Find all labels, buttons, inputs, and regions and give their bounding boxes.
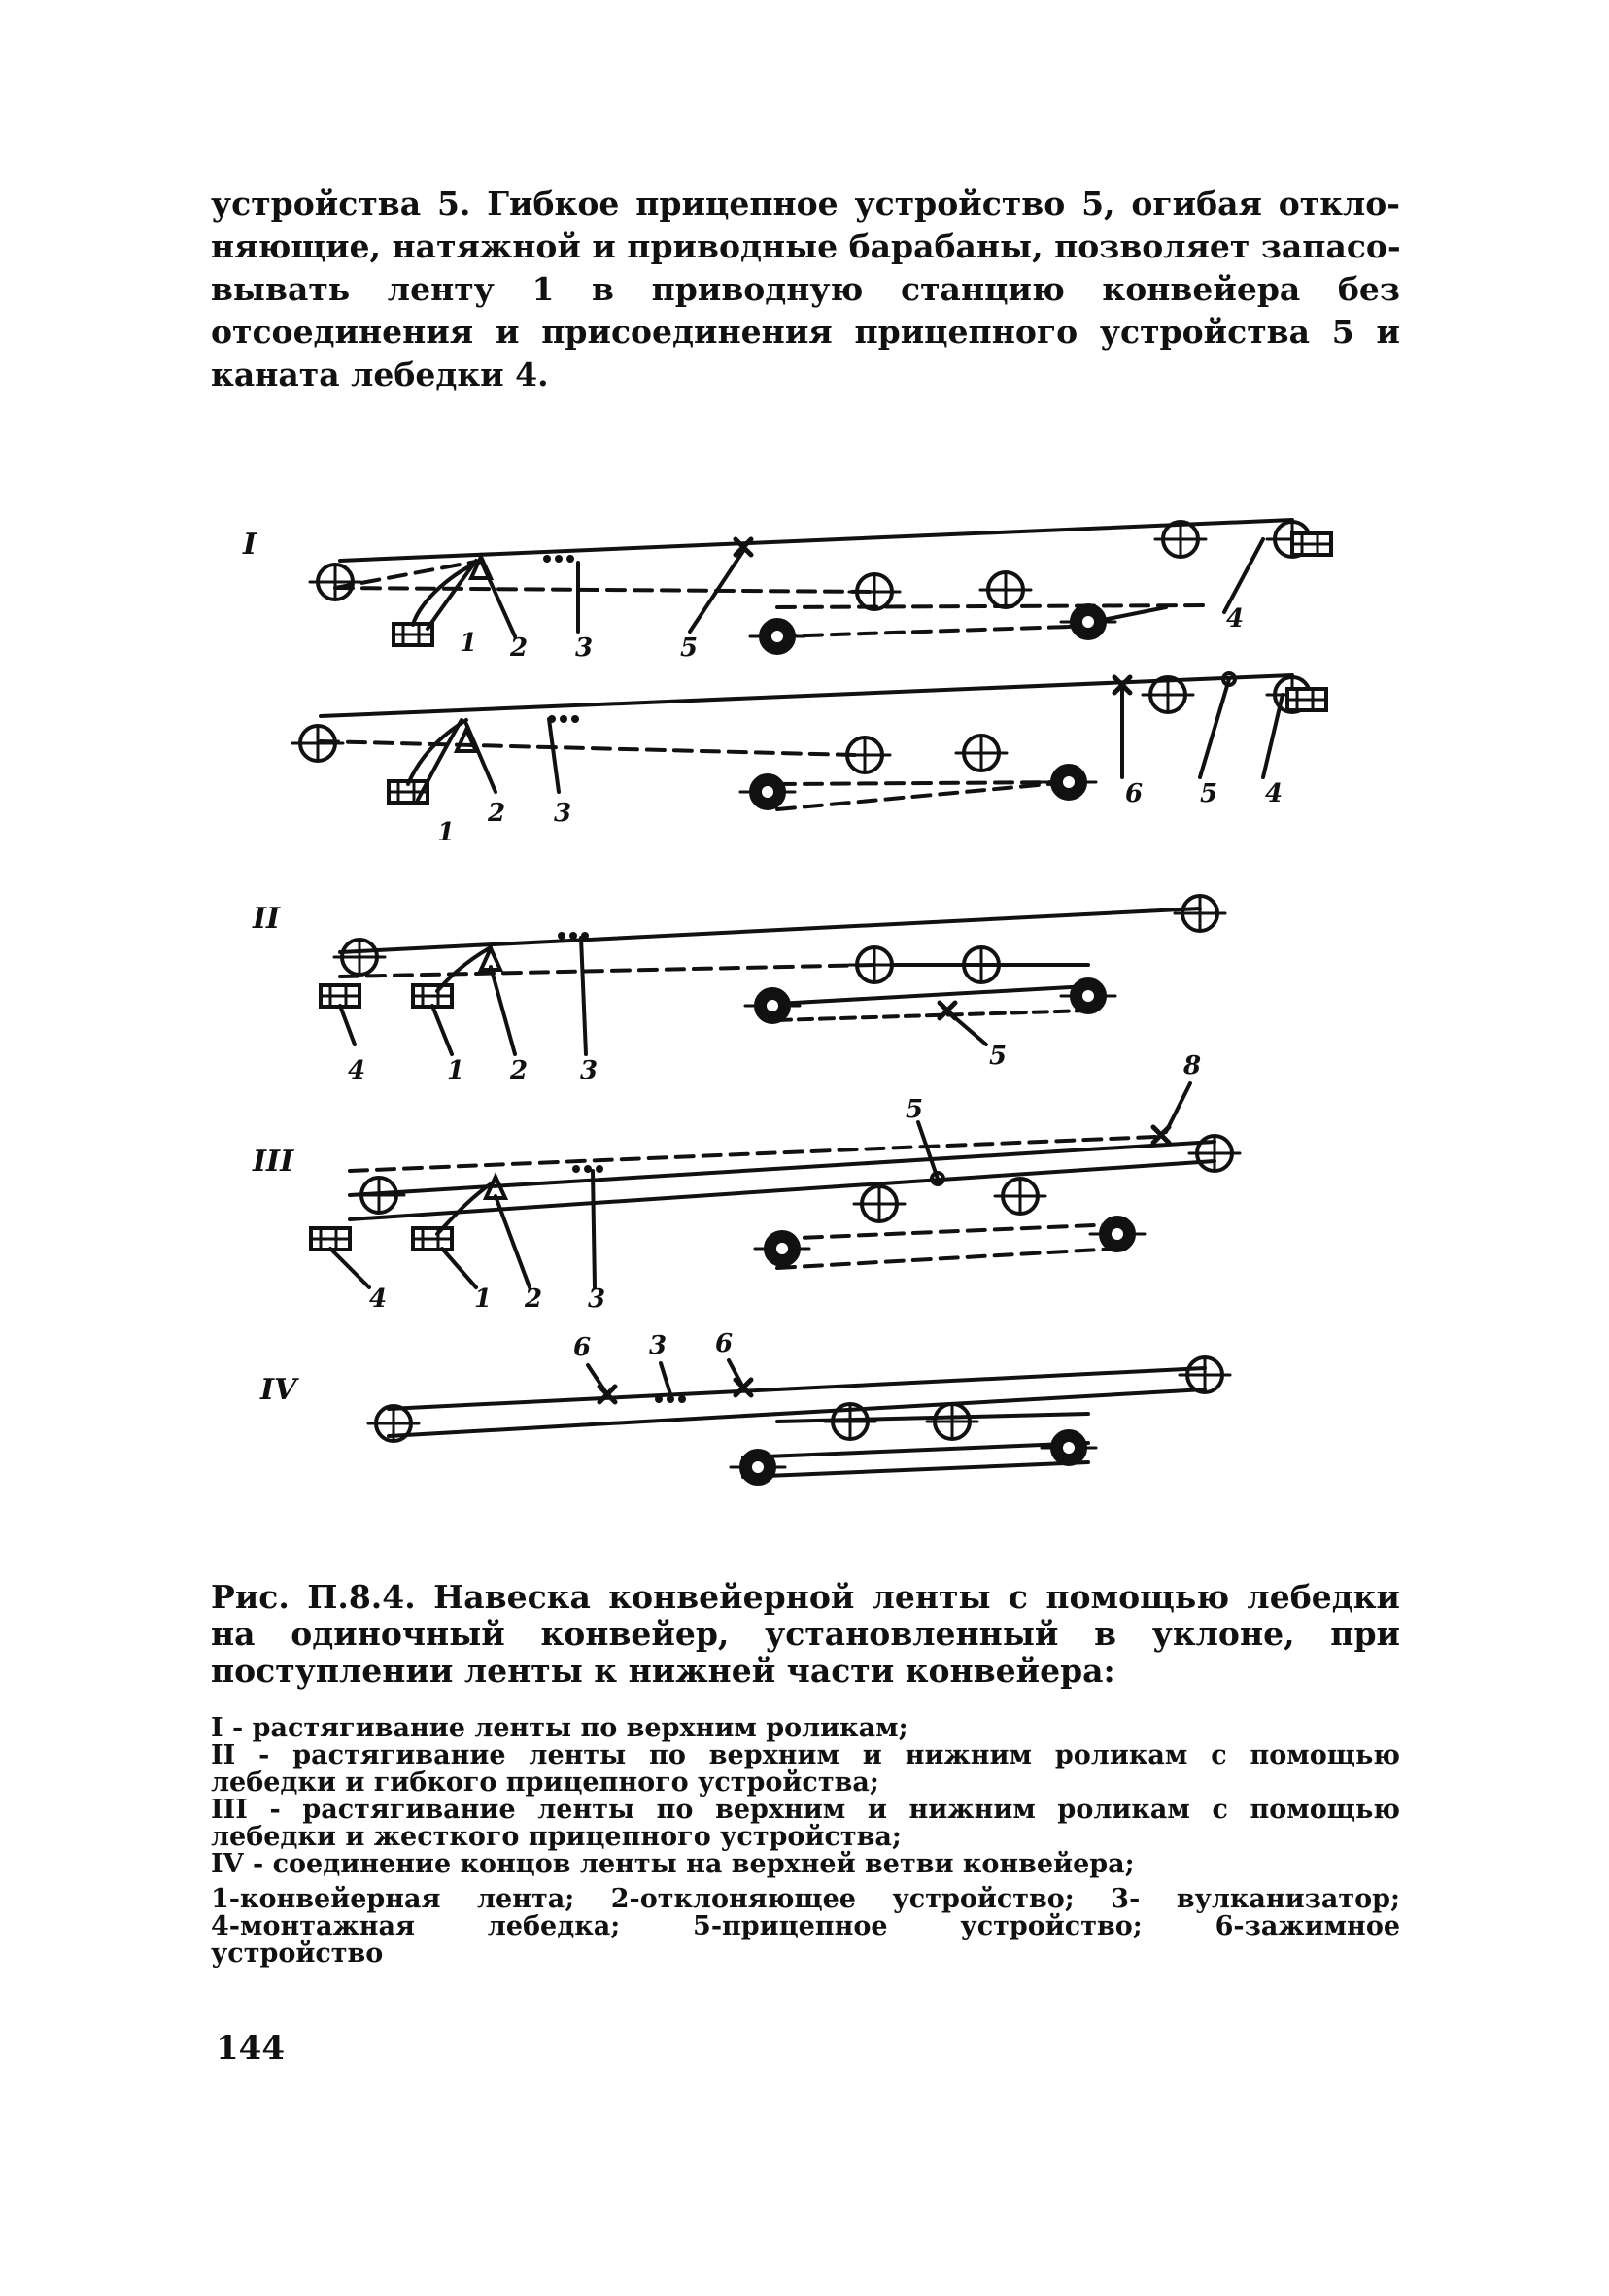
text-line: устройства 5. Гибкое прицепное устройство 5, огибая откло- (211, 185, 1400, 223)
legend-line: IV - соединение концов ленты на верхней ветви конвейера; (211, 1849, 1135, 1879)
section-label: I (243, 528, 257, 562)
callout-number: 5 (989, 1042, 1008, 1071)
legend-line: III - растягивание ленты по верхним и нижним роликам с помощью (211, 1795, 1400, 1825)
callout-number: 5 (680, 634, 699, 663)
scheme-iii (311, 1051, 1240, 1314)
callout-number: 2 (510, 634, 529, 663)
callout-number: 3 (588, 1285, 606, 1314)
callout-number: 5 (906, 1095, 924, 1124)
caption-line: Рис. П.8.4. Навеска конвейерной ленты с помощью лебедки (211, 1578, 1400, 1616)
callout-number: 2 (510, 1056, 529, 1085)
scheme-ia (310, 520, 1331, 663)
section-label: IV (260, 1373, 297, 1407)
legend-line: лебедки и жесткого прицепного устройства; (211, 1822, 902, 1852)
callout-number: 6 (1125, 779, 1144, 808)
legend-line: 4-монтажная лебедка; 5-прицепное устройство; 6-зажимное (211, 1911, 1400, 1941)
scheme-ib (292, 673, 1326, 847)
callout-number: 3 (649, 1331, 668, 1360)
callout-number: 6 (573, 1333, 592, 1362)
callout-number: 2 (525, 1285, 543, 1314)
section-label: II (253, 902, 281, 936)
callout-number: 4 (369, 1285, 388, 1314)
callout-number: 3 (554, 799, 572, 828)
callout-number: 3 (575, 634, 594, 663)
legend-line: II - растягивание ленты по верхним и нижним роликам с помощью (211, 1740, 1400, 1770)
callout-number: 1 (460, 629, 478, 658)
scheme-iv (368, 1329, 1230, 1484)
legend-line: 1-конвейерная лента; 2-отклоняющее устройство; 3- вулканизатор; (211, 1884, 1400, 1914)
section-label: III (253, 1145, 294, 1179)
conveyor-belt-diagram (233, 500, 1399, 1511)
callout-number: 8 (1183, 1051, 1202, 1080)
callout-number: 3 (580, 1056, 599, 1085)
text-line: каната лебедки 4. (211, 356, 549, 394)
page-number: 144 (216, 2029, 285, 2068)
caption-line: поступлении ленты к нижней части конвейера: (211, 1652, 1115, 1690)
scheme-ii (321, 896, 1225, 1085)
callout-number: 1 (437, 818, 456, 847)
intro-paragraph (211, 183, 1400, 396)
callout-number: 2 (488, 799, 506, 828)
figure-legend (211, 1715, 1400, 1968)
text-line: отсоединения и присоединения прицепного устройства 5 и (211, 313, 1400, 351)
legend-line: лебедки и гибкого прицепного устройства; (211, 1767, 879, 1798)
figure-caption (211, 1579, 1400, 1690)
legend-line: устройство (211, 1938, 384, 1969)
callout-number: 1 (474, 1285, 493, 1314)
callout-number: 5 (1200, 779, 1218, 808)
callout-number: 4 (1226, 604, 1245, 634)
text-line: вывать ленту 1 в приводную станцию конвейера без (211, 270, 1400, 308)
text-line: няющие, натяжной и приводные барабаны, позволяет запасо- (211, 227, 1401, 265)
caption-line: на одиночный конвейер, установленный в уклоне, при (211, 1615, 1400, 1653)
callout-number: 4 (1265, 779, 1284, 808)
callout-number: 1 (447, 1056, 465, 1085)
legend-line: I - растягивание ленты по верхним роликам; (211, 1713, 908, 1743)
callout-number: 4 (348, 1056, 366, 1085)
callout-number: 6 (715, 1329, 734, 1358)
